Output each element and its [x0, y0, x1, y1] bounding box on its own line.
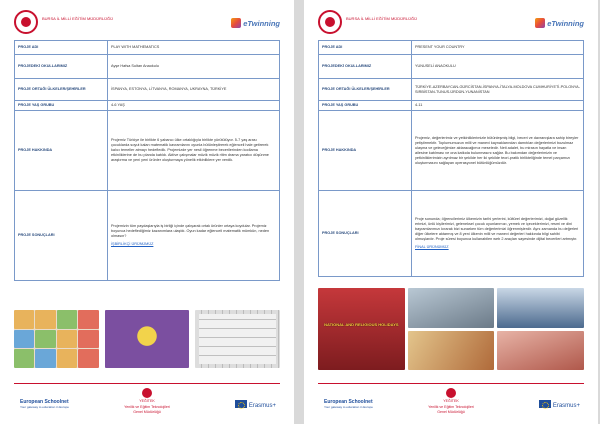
- left-page: [0, 0, 294, 424]
- row-value: TÜRKİYE-AZERBAYCAN-GÜRCİSTAN-İSPANYA-İTALYA-MOLDOVA CUMHURİYETİ-POLONYA-SIRBİSTAN-TUNUS-ÜRDÜN-YUNANİSTAN: [412, 79, 584, 101]
- yegitek-abbr: YEĞİTEK: [139, 399, 155, 403]
- right-page: [304, 0, 598, 424]
- etwinning-logo: [231, 18, 280, 28]
- table-row: [15, 191, 280, 281]
- row-value: [412, 191, 584, 277]
- yegitek-line2: Genel Müdürlüğü: [133, 410, 161, 414]
- activity-photo-cards: [14, 310, 99, 368]
- row-label: PROJEDEKİ OKULLARIMIZ: [15, 55, 108, 79]
- activity-photo: [408, 331, 495, 371]
- project-info-table: [318, 40, 584, 277]
- row-label: PROJE ORTAĞI ÜLKELER/ŞEHİRLER: [15, 79, 108, 101]
- eu-flag-icon: [539, 400, 551, 408]
- collaborative-product-link[interactable]: İŞBİRLİKÇİ ÜRÜNÜMÜZ: [111, 242, 154, 246]
- erasmus-logo: [235, 400, 276, 409]
- yegitek-line1: Yenilik ve Eğitim Teknolojileri: [124, 404, 170, 409]
- row-value: YUNUSELİ ANAOKULU: [412, 55, 584, 79]
- row-label: PROJE ADI: [319, 41, 412, 55]
- page-header: [318, 10, 584, 36]
- table-row: [15, 79, 280, 101]
- row-value: PRESENT YOUR COUNTRY: [412, 41, 584, 55]
- project-info-table: [14, 40, 280, 281]
- meb-logo-text: BURSA İL MİLLİ EĞİTİM MÜDÜRLÜĞÜ: [42, 16, 113, 21]
- row-value: Projemiz Türkiye ile birlikte 6 yabancı ülke ortaklığıyla birlikte yürütülüyor. 5-7 yaş arası çocuklarda soyut kalan matematik kavramlarını oyunla bütünleştirerek eğlenceli hale getirerek kalıcı temeller atmayı hedefledik. Projemizde yer nesil öğrenme becerilerinden kodlama etkinliklerine de bu planda katıldı. Aktive çalışmalar müzik müzik ritim drama yaratıcı düşünme araştırma ve yeni yeni ürünler oluşturmaya yönelik etkinliklere yer verdik.: [108, 111, 280, 191]
- schoolnet-sub: Your gateway to education in Europe: [324, 405, 373, 409]
- schoolnet-sub: Your gateway to education in Europe: [20, 405, 69, 409]
- yegitek-abbr: YEĞİTEK: [443, 399, 459, 403]
- table-row: [15, 101, 280, 111]
- meb-logo-icon: [14, 10, 38, 34]
- table-row: [319, 101, 584, 111]
- row-value: [108, 191, 280, 281]
- row-label: PROJE HAKKINDA: [15, 111, 108, 191]
- meb-logo-text: BURSA İL MİLLİ EĞİTİM MÜDÜRLÜĞÜ: [346, 16, 417, 21]
- table-row: [319, 41, 584, 55]
- row-value: 4-6 YAŞ: [108, 101, 280, 111]
- row-label: PROJE YAŞ GRUBU: [319, 101, 412, 111]
- row-label: PROJE HAKKINDA: [319, 111, 412, 191]
- table-row: [319, 55, 584, 79]
- activity-photo: [497, 288, 584, 328]
- etwinning-label: eTwinning: [547, 19, 584, 28]
- schoolnet-label: European Schoolnet: [20, 399, 69, 405]
- row-label: PROJE SONUÇLARI: [319, 191, 412, 277]
- page-header: [14, 10, 280, 36]
- yegitek-line2: Genel Müdürlüğü: [437, 410, 465, 414]
- row-value: Projemiz, değerlerimiz ve yetkinliklerimizle bütünleşmiş bilgi, beceri ve davranışlara sahip bireyler yetiştirmektir. Toplumumuzun milli ve manevi kaynaklarından damıtılan değerlerimizi bozulmaz ulaşma ve geleceğimize aktaracağımız meseledir. Neti adalet, bu mirasın hayatla ve insan ailesine katılması ve ona katkıda bulunmasını sağlar. Bu bakımdan değerlerimizin ve yetkinliklerimizin ayrılmaz bir şekilde her iki şekilde teori-pratik birlikteliğinde temel parçamızı oluşturmasını sağlayan operasyonel bütünlüğümüzdür.: [412, 111, 584, 191]
- yegitek-icon: [446, 388, 456, 398]
- row-value: 4-11: [412, 101, 584, 111]
- holidays-banner-photo: [318, 288, 405, 370]
- table-row: [15, 111, 280, 191]
- row-value: Ayşe Hafsa Sultan Anaokulu: [108, 55, 280, 79]
- results-text: Projemizin tüm paydaşlarıyla iş birliği içinde çalışarak ortak ürünler ortaya koydular. Projemiz boyunca hedeflediğimiz kazanımlara ulaştık. Oyun kadar eğlenceli matematik mümkün, neden olmasın?: [111, 224, 270, 238]
- banner-text: NATIONAL AND RELIGIOUS HOLIDAYS: [324, 322, 399, 327]
- activity-photo: [497, 331, 584, 371]
- photo-collage: [318, 288, 584, 370]
- etwinning-logo: [535, 18, 584, 28]
- photo-strip: [14, 310, 280, 368]
- erasmus-logo: [539, 400, 580, 409]
- row-label: PROJE ADI: [15, 41, 108, 55]
- yegitek-line1: Yenilik ve Eğitim Teknolojileri: [428, 404, 474, 409]
- etwinning-label: eTwinning: [243, 19, 280, 28]
- page-footer: [14, 383, 280, 424]
- row-value: PLAY WITH MATHEMATICS: [108, 41, 280, 55]
- eu-flag-icon: [235, 400, 247, 408]
- schoolnet-label: European Schoolnet: [324, 399, 373, 405]
- row-label: PROJE ORTAĞI ÜLKELER/ŞEHİRLER: [319, 79, 412, 101]
- table-row: [319, 111, 584, 191]
- etwinning-star-icon: [231, 18, 241, 28]
- table-row: [319, 79, 584, 101]
- activity-photo: [408, 288, 495, 328]
- table-row: [15, 41, 280, 55]
- row-label: PROJEDEKİ OKULLARIMIZ: [319, 55, 412, 79]
- row-label: PROJE SONUÇLARI: [15, 191, 108, 281]
- final-product-link[interactable]: FİNAL ÜRÜNÜMÜZ: [415, 245, 449, 249]
- activity-photo-board: [195, 310, 280, 368]
- etwinning-star-icon: [535, 18, 545, 28]
- row-label: PROJE YAŞ GRUBU: [15, 101, 108, 111]
- page-footer: [318, 383, 584, 424]
- table-row: [319, 191, 584, 277]
- erasmus-label: Erasmus+: [552, 403, 580, 409]
- row-value: İSPANYA, ESTONYA, LİTVANYA, ROMANYA, UKRAYNA, TÜRKİYE: [108, 79, 280, 101]
- erasmus-label: Erasmus+: [248, 403, 276, 409]
- meb-logo-icon: [318, 10, 342, 34]
- activity-photo-purple: [105, 310, 190, 368]
- results-text: Proje sonunda; öğrencilerimiz ülkemizin tarihi yerlerini, kültürel değerlerimizi, doğal güzellik erimizi, ünlü kişilerimizi, geleneksel çocuk oyunlarımızı, yemek ve içeceklerimizi, resmi ve dini bayramlarımızı kırarak bizi sunarken tüm değerlerimizi öğrenmişlerdir. Aynı zamanda bu değerleri diğer ülkelere aktarmış ve 8 yeni ülkenin milli ve manevi değerleri hakkında bilgi sahibi olmuşlardır. Proje süresi boyunca kullanabilen web 2 araçları sayesinde dijital becerileri artmıştır.: [415, 217, 579, 241]
- table-row: [15, 55, 280, 79]
- yegitek-icon: [142, 388, 152, 398]
